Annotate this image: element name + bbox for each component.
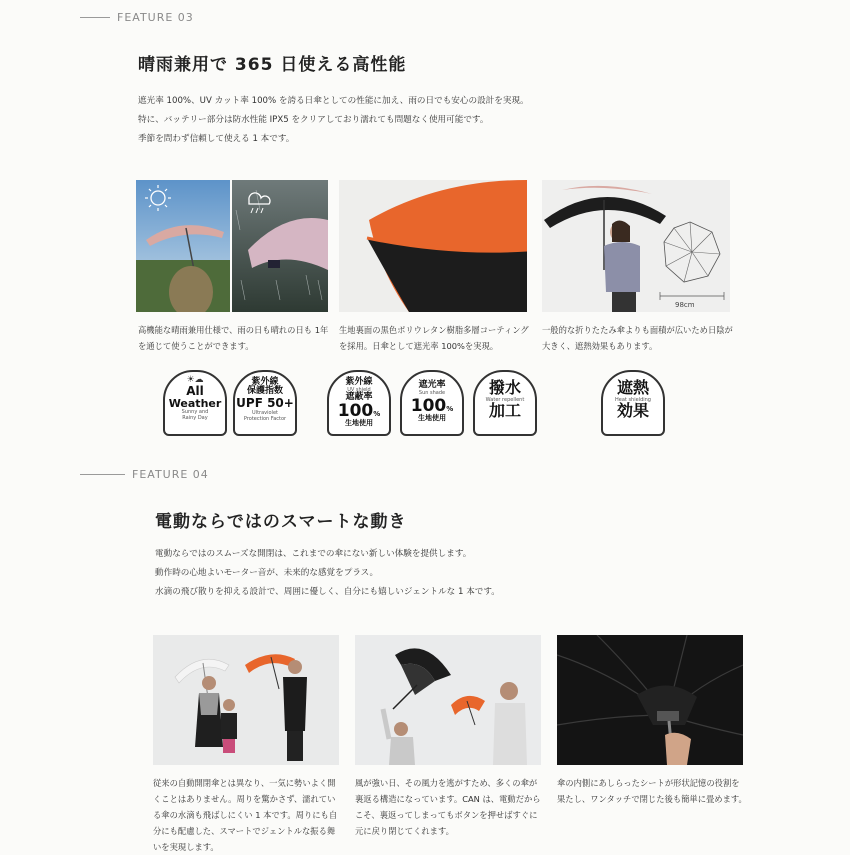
feature04-title: 電動ならではのスマートな動き <box>155 512 407 532</box>
badge-line: 紫外線 <box>251 377 279 387</box>
feature03-title: 晴雨兼用で 365 日使える高性能 <box>138 55 407 75</box>
badge-unit: % <box>373 409 381 418</box>
badge-foot: 生地使用 <box>418 414 446 423</box>
paragraph-line: 遮光率 100%、UV カット率 100% を誇る日傘としての性能に加え、雨の日でも安心の設計を実現。 <box>138 96 529 106</box>
badge-sub: Heat shielding <box>615 396 651 403</box>
paragraph-line: 季節を問わず信頼して使える 1 本です。 <box>138 134 295 144</box>
photo-sunny-rainy <box>136 180 328 312</box>
badge-sub: UV shield <box>347 387 371 394</box>
badge-sub: Sunny and Rainy Day <box>181 409 209 422</box>
paragraph-line: 電動ならではのスムーズな開閉は、これまでの傘にない新しい体験を提供します。 <box>155 549 472 559</box>
badge-sub: Sun shade <box>418 390 446 397</box>
badge-foot: 生地使用 <box>345 418 373 427</box>
badge-line: 保護指数 <box>246 386 283 397</box>
badge-line: 効果 <box>616 400 649 420</box>
badge-line: All <box>186 384 204 398</box>
badge-value <box>402 398 462 415</box>
feature04-divider <box>80 474 125 475</box>
badge-water-repellent <box>473 370 537 436</box>
feature04-caption-3: 傘の内側にあしらったシートが形状記憶の役割を果たし、ワンタッチで閉じた後も簡単に畳めます。 <box>557 778 747 804</box>
feature03-divider <box>80 17 110 18</box>
photo-umbrella-interior <box>557 635 743 765</box>
badge-sub: Water repellent <box>485 396 525 403</box>
feature03-caption-1: 高機能な晴雨兼用仕様で、雨の日も晴れの日も 1年を通じて使うことができます。 <box>138 325 329 351</box>
badge-line: 撥水 <box>488 378 521 397</box>
feature03-caption-2: 生地裏面の黒色ポリウレタン樹脂多層コーティングを採用。日傘として遮光率 100%を実現。 <box>339 325 529 351</box>
photo-family <box>153 635 339 765</box>
badge-sub: Ultraviolet Protection Factor <box>243 410 287 423</box>
feature04-caption-2: 風が強い日、その風力を逃がすため、多くの傘が裏返る構造になっています。CAN は、電動だからこそ、裏返ってしまってもボタンを押せばすぐに元に戻り閉じてくれます。 <box>355 778 541 836</box>
feature04-caption-1: 従来の自動開閉傘とは異なり、一気に勢いよく開くことはありません。周りを驚かさず、濡れている傘の水滴も飛ばしにくい 1 本です。周りにも自分にも配慮した、スマートでジェントルな振る舞いを実現します。 <box>153 778 338 852</box>
badge-line: 加工 <box>488 400 521 420</box>
badge-line: 遮熱 <box>616 378 649 397</box>
diagram-width-label: 98cm <box>675 301 695 309</box>
feature03-label: FEATURE 03 <box>117 11 194 24</box>
paragraph-line: 動作時の心地よいモーター音が、未来的な感覚をプラス。 <box>155 568 379 578</box>
badge-line: 遮蔽率 <box>345 392 373 403</box>
badge-heat-shield <box>601 370 665 436</box>
photo-orange-lining <box>339 180 527 312</box>
paragraph-line: 水滴の飛び散りを抑える設計で、周囲に優しく、自分にも嬉しいジェントルな 1 本です。 <box>155 587 500 597</box>
badge-sun-shade <box>400 370 464 436</box>
photo-inverted-umbrella <box>355 635 541 765</box>
feature04-paragraph <box>155 545 500 602</box>
sun-cloud-icon: ☀☁ <box>186 375 204 385</box>
badge-line: UPF 50+ <box>236 395 294 410</box>
paragraph-line: 特に、バッテリー部分は防水性能 IPX5 をクリアしており濡れても問題なく使用可能です。 <box>138 115 489 125</box>
badge-line: 遮光率 <box>418 380 446 390</box>
badge-line: 紫外線 <box>345 377 373 387</box>
badge-all-weather <box>163 370 227 436</box>
feature04-label: FEATURE 04 <box>132 468 209 481</box>
badge-value <box>329 400 389 421</box>
badge-unit: % <box>446 405 454 414</box>
photo-size-diagram <box>542 180 730 312</box>
badge-uv-shield <box>327 370 391 436</box>
feature03-paragraph <box>138 92 529 149</box>
badge-line: Weather <box>168 396 222 410</box>
badge-number: 100 <box>337 400 374 421</box>
badge-upf <box>233 370 297 436</box>
badge-number: 100 <box>410 396 447 417</box>
feature03-caption-3: 一般的な折りたたみ傘よりも面積が広いため日陰が大きく、遮熱効果もあります。 <box>542 325 733 351</box>
